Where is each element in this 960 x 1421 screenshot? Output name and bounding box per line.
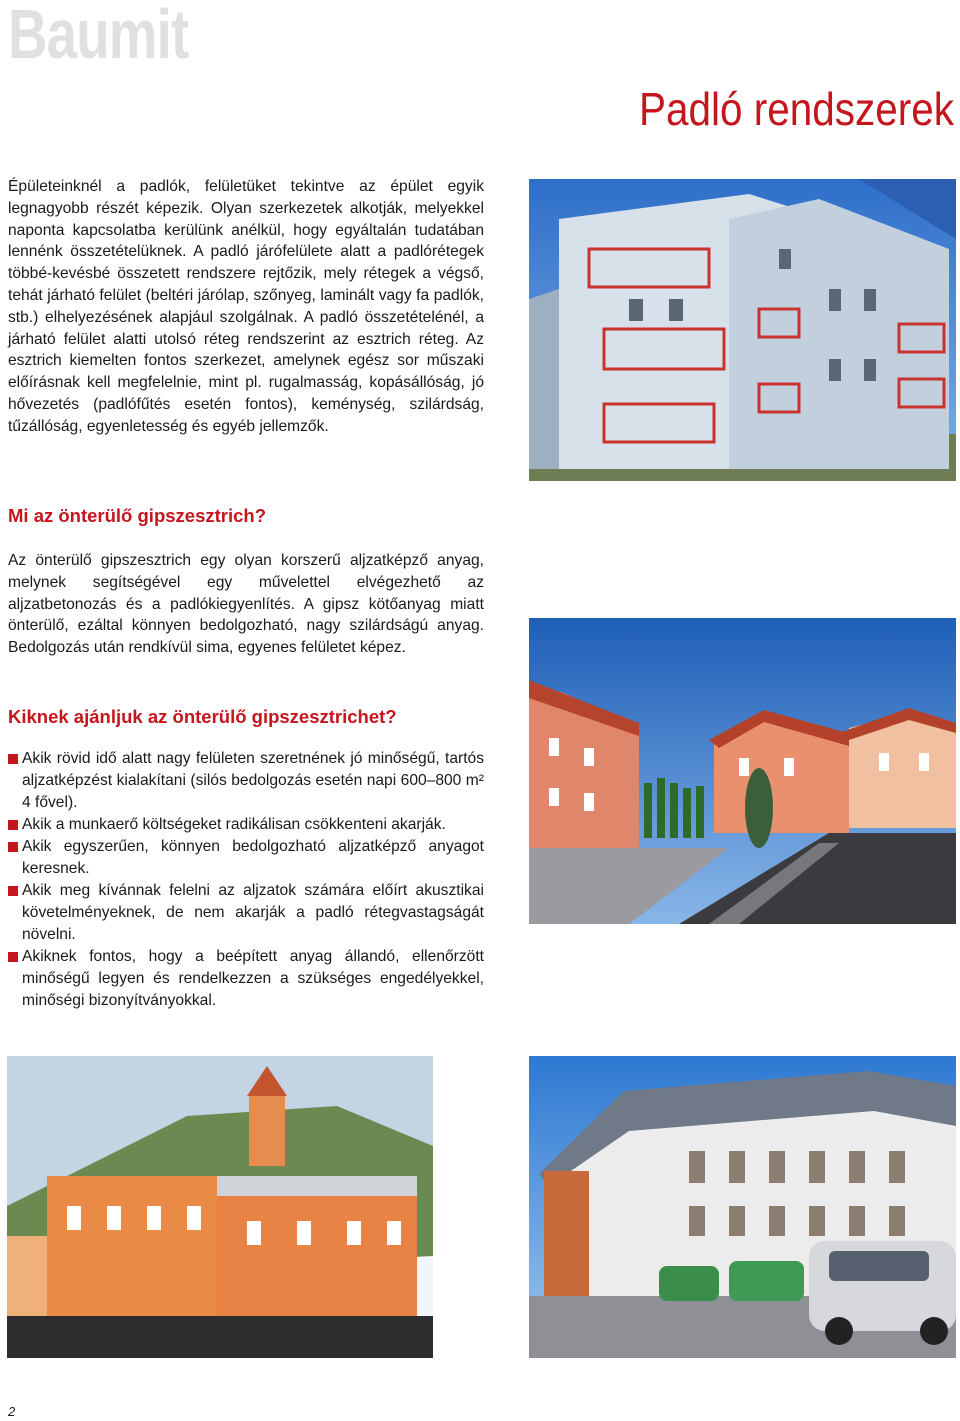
recommendation-list — [8, 748, 484, 1012]
bullet-square-icon — [8, 952, 18, 962]
list-item: Akik a munkaerő költségeket radikálisan csökkenteni akarják. — [8, 814, 484, 836]
photo-orange-townhouses — [529, 618, 956, 924]
section1-paragraph: Az önterülő gipszesztrich egy olyan korszerű aljzatképző anyag, melynek segítségével egy művelettel elvégezhető az aljzatbetonozás és a padlókiegyenlítés. A gipsz kötőanyag miatt önterülő, ezáltal könnyen bedolgozható, nagy szilárdságú anyag. Bedolgozás után rendkívül sima, egyenes felületet képez. — [8, 552, 484, 657]
bullet-square-icon — [8, 754, 18, 764]
brand-logo: Baumit — [8, 0, 189, 73]
section1-block — [8, 550, 484, 659]
page-number: 2 — [8, 1404, 16, 1419]
list-item: Akik meg kívánnak felelni az aljzatok számára előírt akusztikai követelményeknek, de nem akarják a padló rétegvastagságát növelni. — [8, 880, 484, 946]
bullet-square-icon — [8, 886, 18, 896]
list-item: Akik rövid idő alatt nagy felületen szeretnének jó minőségű, tartós aljzatképzést kialakítani (silós bedolgozás esetén napi 600–800 m² 4 fővel). — [8, 748, 484, 814]
bullet-square-icon — [8, 820, 18, 830]
section2-heading: Kiknek ajánljuk az önterülő gipszesztrichet? — [8, 706, 397, 727]
list-item: Akiknek fontos, hogy a beépített anyag állandó, ellenőrzött minőségű legyen és rendelkezzen a szükséges engedélyekkel, minőségi bizonyítványokkal. — [8, 946, 484, 1012]
photo-modern-building-cars — [529, 1056, 956, 1358]
bullet-square-icon — [8, 842, 18, 852]
page-title: Padló rendszerek — [638, 83, 954, 135]
intro-block — [8, 176, 484, 438]
intro-paragraph: Épületeinknél a padlók, felületüket tekintve az épület egyik legnagyobb részét képezik. Olyan szerkezetek alkotják, melyekkel naponta kapcsolatba kerülünk anélkül, hogy egyáltalán tudatában lennénk összetételüknek. A padló járófelülete alatt a padlórétegek többé-kevésbé összetett rendszere rejtőzik, mely rétegek a végső, tehát járható felület (beltéri járólap, szőnyeg, laminált vagy fa padlók, stb.) elhelyezésének alapjául szolgálnak. A padló összetételénél, a járható felület alatti utolsó réteg rendszerint az esztrich réteg. Az esztrich kiemelten fontos szerkezet, amelynek egész sor műszaki előírásnak kell megfelelnie, mint pl. rugalmasság, kopásállóság, jó hővezetés (padlófűtés esetén fontos), keménység, szilárdság, tűzállóság, egyenletesség és egyéb jellemzők. — [8, 178, 484, 435]
section1-heading: Mi az önterülő gipszesztrich? — [8, 505, 266, 526]
list-item: Akik egyszerűen, könnyen bedolgozható aljzatképző anyagot keresnek. — [8, 836, 484, 880]
photo-apartment-building — [529, 179, 956, 481]
photo-castle-building — [7, 1056, 433, 1358]
